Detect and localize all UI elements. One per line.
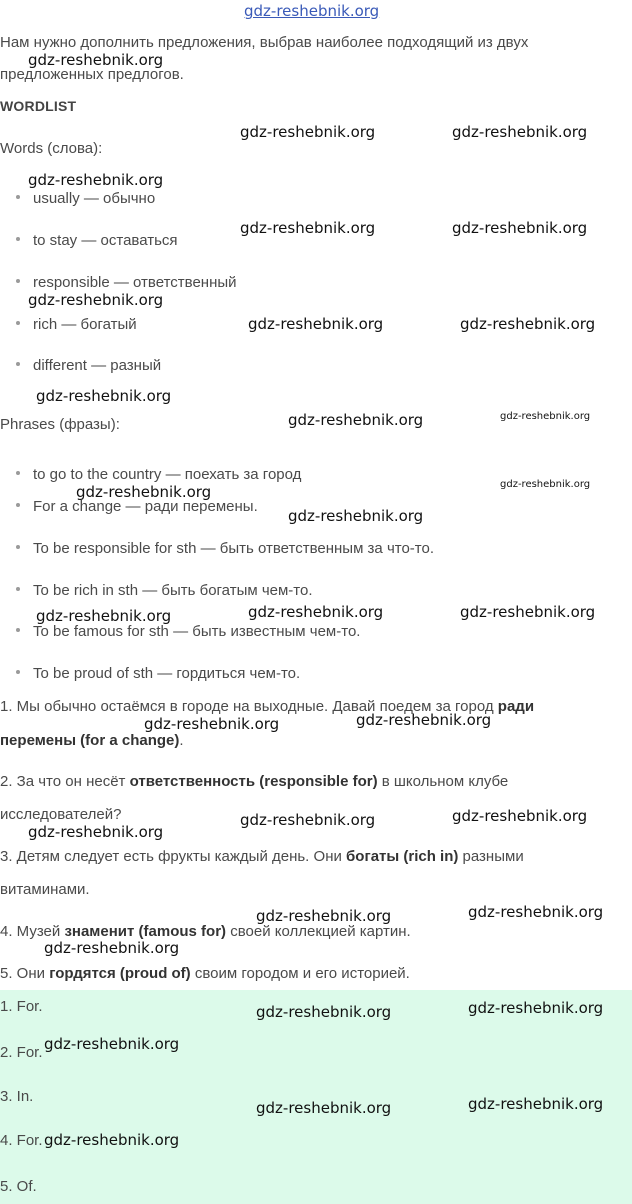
watermark: gdz-reshebnik.org [468,1095,604,1113]
watermark: gdz-reshebnik.org [288,507,424,525]
sentence-5: 5. Они гордятся (proud of) своим городом и его историей. [0,965,410,982]
bullet-icon [16,237,20,241]
phrase-item: To be responsible for sth — быть ответственным за что-то. [16,540,434,557]
watermark: gdz-reshebnik.org [356,711,492,729]
watermark: gdz-reshebnik.org [460,603,596,621]
phrase-item: To be rich in sth — быть богатым чем-то. [16,582,313,599]
watermark: gdz-reshebnik.org [256,1003,392,1021]
answer-item: 5. Of. [0,1178,37,1195]
intro-line-1: Нам нужно дополнить предложения, выбрав наиболее подходящий из двух [0,34,529,51]
watermark: gdz-reshebnik.org [500,479,591,490]
phrase-item: to go to the country — поехать за город [16,466,301,483]
watermark: gdz-reshebnik.org [256,907,392,925]
watermark: gdz-reshebnik.org [468,999,604,1017]
phrase-item: For a change — ради перемены. [16,498,258,515]
watermark: gdz-reshebnik.org [28,291,164,309]
sentence-2-line-2: исследователей? [0,806,122,823]
answer-item: 3. In. [0,1088,34,1105]
sentence-2-line-1: 2. За что он несёт ответственность (responsible for) в школьном клубе [0,773,509,790]
watermark-top: gdz-reshebnik.org [244,2,380,20]
watermark: gdz-reshebnik.org [44,939,180,957]
watermark: gdz-reshebnik.org [500,411,591,422]
watermark: gdz-reshebnik.org [240,811,376,829]
watermark: gdz-reshebnik.org [36,387,172,405]
phrase-item: To be famous for sth — быть известным чем-то. [16,623,360,640]
watermark: gdz-reshebnik.org [468,903,604,921]
bullet-icon [16,321,20,325]
word-item: usually — обычно [16,190,155,207]
bullet-icon [16,362,20,366]
answer-item: 4. For. [0,1132,43,1149]
bullet-icon [16,503,20,507]
watermark: gdz-reshebnik.org [288,411,424,429]
wordlist-heading: WORDLIST [0,98,77,114]
sentence-4: 4. Музей знаменит (famous for) своей коллекцией картин. [0,923,411,940]
watermark: gdz-reshebnik.org [28,51,164,69]
watermark: gdz-reshebnik.org [28,823,164,841]
sentence-3-line-1: 3. Детям следует есть фрукты каждый день. Они богаты (rich in) разными [0,848,524,865]
watermark: gdz-reshebnik.org [240,123,376,141]
bullet-icon [16,279,20,283]
watermark: gdz-reshebnik.org [248,603,384,621]
bullet-icon [16,195,20,199]
watermark: gdz-reshebnik.org [240,219,376,237]
sentence-1-line-2: перемены (for a change). [0,732,184,749]
bullet-icon [16,587,20,591]
watermark: gdz-reshebnik.org [44,1035,180,1053]
watermark: gdz-reshebnik.org [452,123,588,141]
words-heading: Words (слова): [0,140,103,157]
sentence-1-line-1: 1. Мы обычно остаёмся в городе на выходные. Давай поедем за город ради [0,698,535,715]
word-item: to stay — оставаться [16,232,178,249]
watermark: gdz-reshebnik.org [28,171,164,189]
watermark: gdz-reshebnik.org [36,607,172,625]
word-item: rich — богатый [16,316,137,333]
watermark: gdz-reshebnik.org [44,1131,180,1149]
bullet-icon [16,628,20,632]
intro-line-2: предложенных предлогов. [0,66,184,83]
word-item: different — разный [16,357,161,374]
word-item: responsible — ответственный [16,274,237,291]
sentence-3-line-2: витаминами. [0,881,90,898]
watermark: gdz-reshebnik.org [256,1099,392,1117]
watermark: gdz-reshebnik.org [76,483,212,501]
watermark: gdz-reshebnik.org [460,315,596,333]
watermark: gdz-reshebnik.org [144,715,280,733]
answer-item: 2. For. [0,1044,43,1061]
phrases-heading: Phrases (фразы): [0,416,120,433]
bullet-icon [16,670,20,674]
watermark: gdz-reshebnik.org [248,315,384,333]
phrase-item: To be proud of sth — гордиться чем-то. [16,665,300,682]
watermark: gdz-reshebnik.org [452,219,588,237]
answer-item: 1. For. [0,998,43,1015]
watermark: gdz-reshebnik.org [452,807,588,825]
bullet-icon [16,471,20,475]
bullet-icon [16,545,20,549]
